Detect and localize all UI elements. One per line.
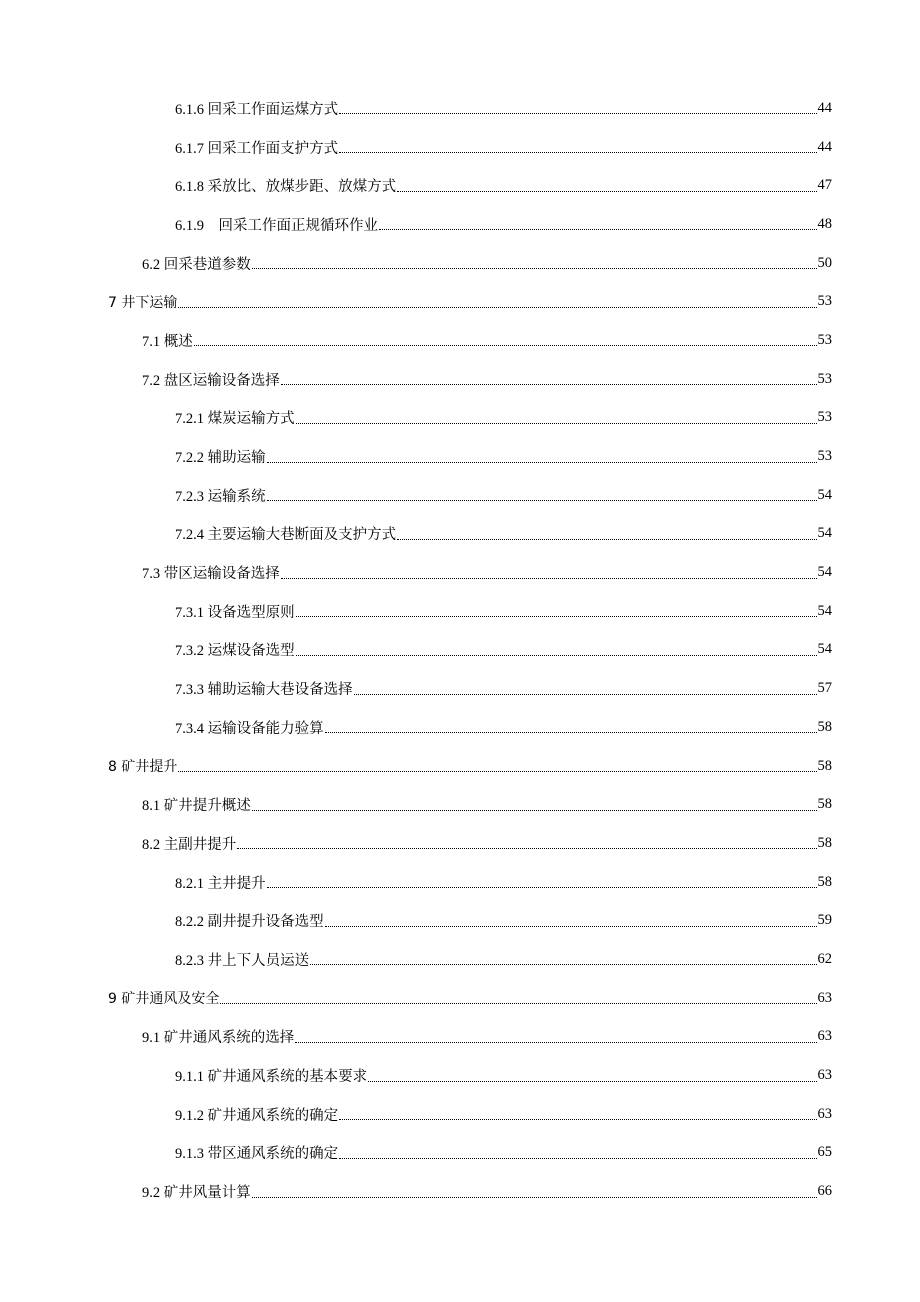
toc-entry[interactable] [0, 940, 920, 979]
toc-dot-leader [267, 461, 817, 463]
toc-dot-leader [220, 1002, 816, 1004]
toc-dot-leader [339, 112, 816, 114]
toc-entry-page-number: 58 [817, 757, 832, 774]
toc-dot-leader [296, 654, 817, 656]
toc-entry-title: 8.2 主副井提升 [142, 836, 237, 853]
toc-entry-page-number: 58 [817, 796, 832, 813]
toc-entry[interactable] [0, 1056, 920, 1095]
toc-dot-leader [295, 1041, 816, 1043]
toc-entry-page-number: 54 [817, 641, 832, 658]
toc-entry[interactable] [0, 244, 920, 283]
toc-entry[interactable] [0, 631, 920, 670]
toc-entry[interactable] [0, 515, 920, 554]
toc-dot-leader [194, 344, 817, 346]
toc-entry-page-number: 53 [817, 331, 832, 348]
toc-entry-title: 7.2.4 主要运输大巷断面及支护方式 [175, 527, 397, 544]
toc-entry-title: 7.3.2 运煤设备选型 [175, 643, 295, 660]
toc-entry-title: 9.2 矿井风量计算 [142, 1185, 251, 1202]
toc-dot-leader [339, 1118, 816, 1120]
toc-dot-leader [237, 847, 816, 849]
toc-entry[interactable] [0, 399, 920, 438]
toc-entry-page-number: 54 [817, 564, 832, 581]
toc-entry-title: 8.2.3 井上下人员运送 [175, 952, 310, 969]
toc-entry-title: 7.3 带区运输设备选择 [142, 566, 280, 583]
toc-entry-page-number: 53 [817, 409, 832, 426]
toc-entry-page-number: 58 [817, 834, 832, 851]
toc-dot-leader [267, 499, 817, 501]
toc-entry-title: 9.1.1 矿井通风系统的基本要求 [175, 1069, 368, 1086]
toc-dot-leader [178, 770, 816, 772]
toc-entry[interactable] [0, 166, 920, 205]
toc-dot-leader [368, 1080, 816, 1082]
toc-entry-page-number: 50 [817, 254, 832, 271]
toc-entry[interactable] [0, 553, 920, 592]
toc-entry[interactable] [0, 437, 920, 476]
toc-entry[interactable] [0, 785, 920, 824]
toc-entry-page-number: 53 [817, 293, 832, 310]
toc-dot-leader [339, 151, 816, 153]
toc-entry[interactable] [0, 128, 920, 167]
toc-dot-leader [267, 886, 817, 888]
toc-entry-title: 9.1 矿井通风系统的选择 [142, 1030, 295, 1047]
toc-dot-leader [281, 577, 817, 579]
toc-dot-leader [325, 925, 817, 927]
toc-entry-title: 8.2.2 副井提升设备选型 [175, 914, 324, 931]
toc-entry-page-number: 54 [817, 602, 832, 619]
toc-dot-leader [252, 809, 817, 811]
toc-dot-leader [354, 693, 817, 695]
toc-entry-page-number: 44 [817, 99, 832, 116]
toc-entry[interactable] [0, 89, 920, 128]
toc-entry-title: 7.1 概述 [142, 333, 193, 350]
toc-entry[interactable] [0, 1018, 920, 1057]
toc-entry[interactable] [0, 282, 920, 321]
toc-entry-title: 7.3.4 运输设备能力验算 [175, 720, 324, 737]
toc-dot-leader [310, 963, 816, 965]
toc-entry[interactable] [0, 592, 920, 631]
toc-entry-title: 7.2.1 煤炭运输方式 [175, 411, 295, 428]
toc-entry[interactable] [0, 747, 920, 786]
toc-dot-leader [339, 1157, 816, 1159]
toc-dot-leader [296, 422, 817, 424]
toc-entry-title: 6.1.7 回采工作面支护方式 [175, 140, 339, 157]
toc-entry-page-number: 65 [817, 1144, 832, 1161]
toc-entry-page-number: 63 [817, 1105, 832, 1122]
toc-entry-title: 9.1.2 矿井通风系统的确定 [175, 1107, 339, 1124]
toc-entry-page-number: 54 [817, 525, 832, 542]
toc-entry-page-number: 63 [817, 1067, 832, 1084]
toc-entry-title: 6.1.8 采放比、放煤步距、放煤方式 [175, 179, 397, 196]
toc-entry-title: 9 矿井通风及安全 [108, 991, 220, 1008]
toc-entry[interactable] [0, 979, 920, 1018]
toc-entry-page-number: 59 [817, 912, 832, 929]
table-of-contents [0, 89, 920, 1211]
toc-dot-leader [252, 1196, 817, 1198]
toc-dot-leader [252, 267, 817, 269]
toc-entry-title: 7.2 盘区运输设备选择 [142, 372, 280, 389]
toc-entry[interactable] [0, 824, 920, 863]
toc-dot-leader [325, 731, 817, 733]
toc-entry-title: 6.1.6 回采工作面运煤方式 [175, 101, 339, 118]
toc-dot-leader [397, 538, 816, 540]
toc-entry[interactable] [0, 863, 920, 902]
toc-entry[interactable] [0, 1134, 920, 1173]
toc-entry-page-number: 62 [817, 950, 832, 967]
toc-entry-page-number: 53 [817, 370, 832, 387]
toc-entry-page-number: 66 [817, 1183, 832, 1200]
toc-entry-title: 8.1 矿井提升概述 [142, 798, 251, 815]
toc-entry[interactable] [0, 360, 920, 399]
toc-entry-page-number: 58 [817, 718, 832, 735]
toc-entry-title: 7 井下运输 [108, 294, 178, 311]
toc-entry[interactable] [0, 205, 920, 244]
toc-dot-leader [281, 383, 817, 385]
toc-dot-leader [178, 306, 816, 308]
toc-entry-title: 7.2.2 辅助运输 [175, 450, 266, 467]
toc-entry-title: 8 矿井提升 [108, 759, 178, 776]
toc-entry-page-number: 48 [817, 215, 832, 232]
toc-dot-leader [379, 228, 817, 230]
toc-entry-page-number: 53 [817, 448, 832, 465]
toc-entry-title: 8.2.1 主井提升 [175, 875, 266, 892]
toc-entry-title: 9.1.3 带区通风系统的确定 [175, 1146, 339, 1163]
toc-entry-page-number: 63 [817, 1028, 832, 1045]
toc-entry-page-number: 54 [817, 486, 832, 503]
toc-entry-page-number: 58 [817, 873, 832, 890]
toc-entry-title: 7.3.1 设备选型原则 [175, 604, 295, 621]
toc-entry[interactable] [0, 901, 920, 940]
toc-entry-page-number: 63 [817, 989, 832, 1006]
toc-entry[interactable] [0, 476, 920, 515]
toc-entry-title: 6.2 回采巷道参数 [142, 256, 251, 273]
toc-entry-page-number: 44 [817, 138, 832, 155]
toc-entry[interactable] [0, 1095, 920, 1134]
toc-entry-title: 7.3.3 辅助运输大巷设备选择 [175, 682, 353, 699]
toc-dot-leader [397, 190, 816, 192]
toc-entry[interactable] [0, 708, 920, 747]
toc-entry-page-number: 57 [817, 680, 832, 697]
toc-entry-title: 6.1.9 回采工作面正规循环作业 [175, 217, 378, 234]
toc-entry[interactable] [0, 669, 920, 708]
toc-dot-leader [296, 615, 817, 617]
toc-entry-page-number: 47 [817, 177, 832, 194]
toc-entry-title: 7.2.3 运输系统 [175, 488, 266, 505]
toc-entry[interactable] [0, 1172, 920, 1211]
toc-entry[interactable] [0, 321, 920, 360]
